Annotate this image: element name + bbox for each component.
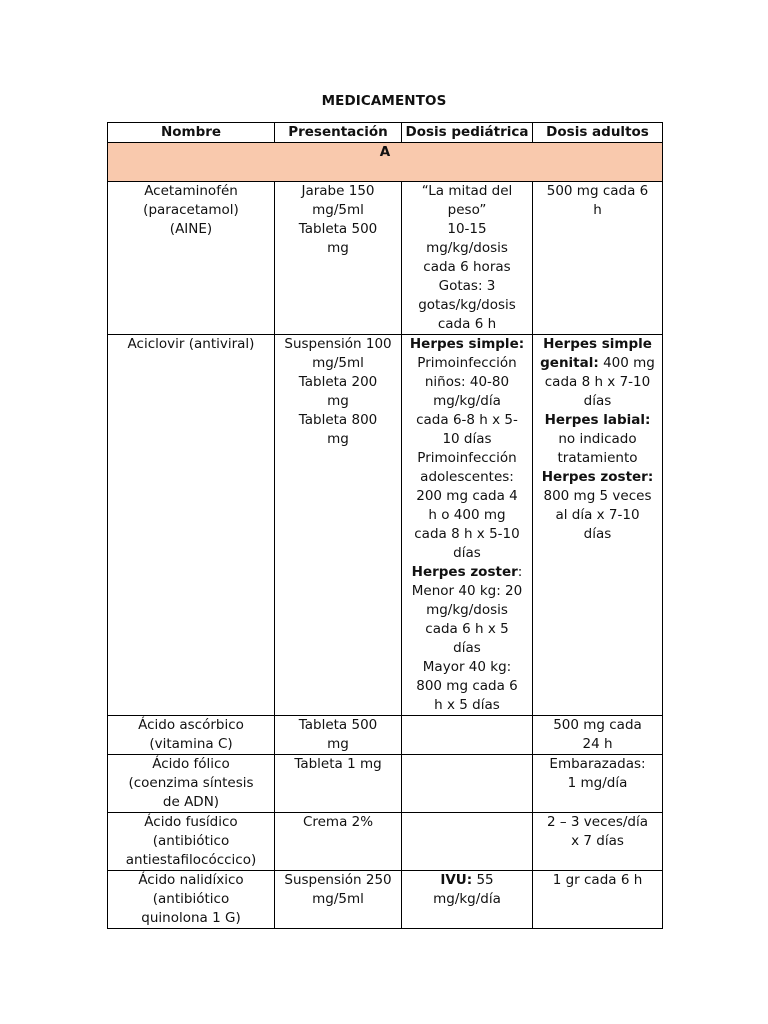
cell-dosis-pediatrica bbox=[402, 755, 533, 813]
cell-line: Ácido fusídico bbox=[144, 814, 238, 830]
cell-line: tratamiento bbox=[557, 450, 638, 466]
cell-line: Ácido ascórbico bbox=[138, 717, 244, 733]
cell-line: mg/5ml bbox=[312, 355, 364, 371]
cell-line: mg/5ml bbox=[312, 202, 364, 218]
cell-line: no indicado bbox=[558, 431, 637, 447]
cell-line bbox=[404, 871, 530, 890]
cell-line: cada 6-8 h x 5- bbox=[416, 412, 518, 428]
cell-line: de ADN) bbox=[162, 794, 220, 810]
cell-line: mg/kg/día bbox=[433, 891, 501, 907]
cell-line: Jarabe 150 bbox=[301, 183, 375, 199]
bold-label: Herpes labial: bbox=[544, 412, 651, 428]
cell-line: antiestafilocóccico) bbox=[125, 852, 257, 868]
cell-text: 400 mg bbox=[598, 355, 655, 371]
header-nombre: Nombre bbox=[108, 123, 275, 143]
cell-line: 1 mg/día bbox=[567, 775, 628, 791]
cell-line: 24 h bbox=[582, 736, 613, 752]
cell-dosis-adultos bbox=[533, 755, 663, 813]
cell-line: 10 días bbox=[442, 431, 492, 447]
cell-line: Suspensión 100 bbox=[284, 336, 392, 352]
cell-line: Ácido fólico bbox=[152, 756, 230, 772]
cell-dosis-pediatrica bbox=[402, 871, 533, 929]
cell-line: mg/5ml bbox=[312, 891, 364, 907]
bold-label: Herpes zoster: bbox=[541, 469, 654, 485]
cell-line: cada 6 h x 5 bbox=[425, 621, 509, 637]
table-row bbox=[108, 871, 663, 929]
cell-line: Embarazadas: bbox=[549, 756, 646, 772]
cell-nombre bbox=[108, 755, 275, 813]
table-row bbox=[108, 182, 663, 335]
cell-presentacion bbox=[275, 813, 402, 871]
cell-nombre bbox=[108, 335, 275, 716]
cell-dosis-pediatrica bbox=[402, 335, 533, 716]
cell-line: (antibiótico bbox=[152, 891, 230, 907]
cell-line: mg bbox=[327, 393, 349, 409]
cell-dosis-pediatrica bbox=[402, 182, 533, 335]
cell-line: mg bbox=[327, 431, 349, 447]
table-row bbox=[108, 335, 663, 716]
cell-presentacion bbox=[275, 716, 402, 755]
label-suffix: : bbox=[517, 564, 523, 580]
cell-line: 2 – 3 veces/día bbox=[547, 814, 648, 830]
cell-line: quinolona 1 G) bbox=[141, 910, 241, 926]
cell-line: Tableta 800 bbox=[298, 412, 378, 428]
cell-line: días bbox=[453, 640, 481, 656]
cell-dosis-adultos bbox=[533, 871, 663, 929]
cell-line: cada 6 h bbox=[437, 316, 497, 332]
cell-line: adolescentes: bbox=[420, 469, 514, 485]
cell-line: 200 mg cada 4 bbox=[416, 488, 518, 504]
cell-line: cada 8 h x 7-10 bbox=[544, 374, 651, 390]
cell-line: 10-15 bbox=[447, 221, 487, 237]
cell-line: mg bbox=[327, 240, 349, 256]
cell-line: Tableta 200 bbox=[298, 374, 378, 390]
header-dosis-pediatrica: Dosis pediátrica bbox=[402, 123, 533, 143]
cell-line: días bbox=[583, 526, 612, 542]
cell-line: Mayor 40 kg: bbox=[422, 659, 512, 675]
cell-nombre bbox=[108, 716, 275, 755]
cell-dosis-adultos bbox=[533, 335, 663, 716]
header-dosis-adultos: Dosis adultos bbox=[533, 123, 663, 143]
cell-line: h o 400 mg bbox=[428, 507, 506, 523]
bold-label: genital: bbox=[540, 355, 599, 371]
section-letter: A bbox=[108, 143, 663, 182]
cell-line: gotas/kg/dosis bbox=[418, 297, 516, 313]
cell-line: días bbox=[583, 393, 612, 409]
bold-label: Herpes simple bbox=[543, 336, 652, 352]
medications-table bbox=[107, 122, 663, 929]
cell-line: Primoinfección bbox=[417, 450, 517, 466]
cell-dosis-adultos bbox=[533, 813, 663, 871]
header-presentacion: Presentación bbox=[275, 123, 402, 143]
cell-line: 1 gr cada 6 h bbox=[552, 872, 643, 888]
cell-presentacion bbox=[275, 755, 402, 813]
cell-line: niños: 40-80 bbox=[424, 374, 510, 390]
cell-line: 800 mg cada 6 bbox=[416, 678, 518, 694]
cell-line: Tableta 500 bbox=[298, 221, 378, 237]
cell-line: mg/kg/día bbox=[433, 393, 501, 409]
cell-line: h bbox=[593, 202, 602, 218]
cell-line: cada 6 horas bbox=[423, 259, 511, 275]
cell-line: Tableta 500 bbox=[298, 717, 378, 733]
cell-line: Crema 2% bbox=[302, 814, 374, 830]
table-row bbox=[108, 813, 663, 871]
document-title: MEDICAMENTOS bbox=[321, 93, 447, 109]
cell-presentacion bbox=[275, 182, 402, 335]
cell-line: 800 mg 5 veces bbox=[543, 488, 652, 504]
cell-presentacion bbox=[275, 335, 402, 716]
cell-line: mg bbox=[327, 736, 349, 752]
cell-line: (coenzima síntesis bbox=[128, 775, 254, 791]
cell-line: mg/kg/dosis bbox=[426, 240, 508, 256]
cell-line bbox=[535, 354, 660, 373]
cell-line: Suspensión 250 bbox=[284, 872, 392, 888]
bold-label: Herpes zoster bbox=[411, 564, 518, 580]
cell-line: peso” bbox=[447, 202, 487, 218]
bold-label: IVU: bbox=[440, 872, 473, 888]
cell-dosis-pediatrica bbox=[402, 813, 533, 871]
cell-line: “La mitad del bbox=[421, 183, 513, 199]
cell-line: mg/kg/dosis bbox=[426, 602, 508, 618]
cell-line: Ácido nalidíxico bbox=[138, 872, 244, 888]
section-letter-row bbox=[108, 143, 663, 182]
cell-line: Tableta 1 mg bbox=[294, 756, 382, 772]
cell-line: Gotas: 3 bbox=[438, 278, 496, 294]
cell-line: (antibiótico bbox=[152, 833, 230, 849]
cell-dosis-adultos bbox=[533, 716, 663, 755]
cell-line: h x 5 días bbox=[434, 697, 500, 713]
cell-text: 55 bbox=[472, 872, 494, 888]
cell-dosis-pediatrica bbox=[402, 716, 533, 755]
cell-line: Acetaminofén bbox=[144, 183, 238, 199]
cell-nombre bbox=[108, 871, 275, 929]
cell-line bbox=[404, 563, 530, 582]
cell-line: Primoinfección bbox=[417, 355, 517, 371]
cell-line: al día x 7-10 bbox=[555, 507, 640, 523]
cell-line: Menor 40 kg: 20 bbox=[411, 583, 523, 599]
cell-line: (vitamina C) bbox=[149, 736, 233, 752]
cell-nombre bbox=[108, 813, 275, 871]
table-row bbox=[108, 716, 663, 755]
table-header-row bbox=[108, 123, 663, 143]
cell-presentacion bbox=[275, 871, 402, 929]
cell-line: (AINE) bbox=[169, 221, 213, 237]
cell-line: 500 mg cada 6 bbox=[546, 183, 649, 199]
cell-dosis-adultos bbox=[533, 182, 663, 335]
cell-nombre bbox=[108, 182, 275, 335]
table-row bbox=[108, 755, 663, 813]
cell-line: días bbox=[453, 545, 481, 561]
cell-line: (paracetamol) bbox=[143, 202, 239, 218]
cell-line: 500 mg cada bbox=[553, 717, 642, 733]
cell-line: cada 8 h x 5-10 bbox=[414, 526, 520, 542]
cell-line: Aciclovir (antiviral) bbox=[127, 336, 255, 352]
cell-line: x 7 días bbox=[571, 833, 624, 849]
bold-label: Herpes simple: bbox=[409, 336, 525, 352]
